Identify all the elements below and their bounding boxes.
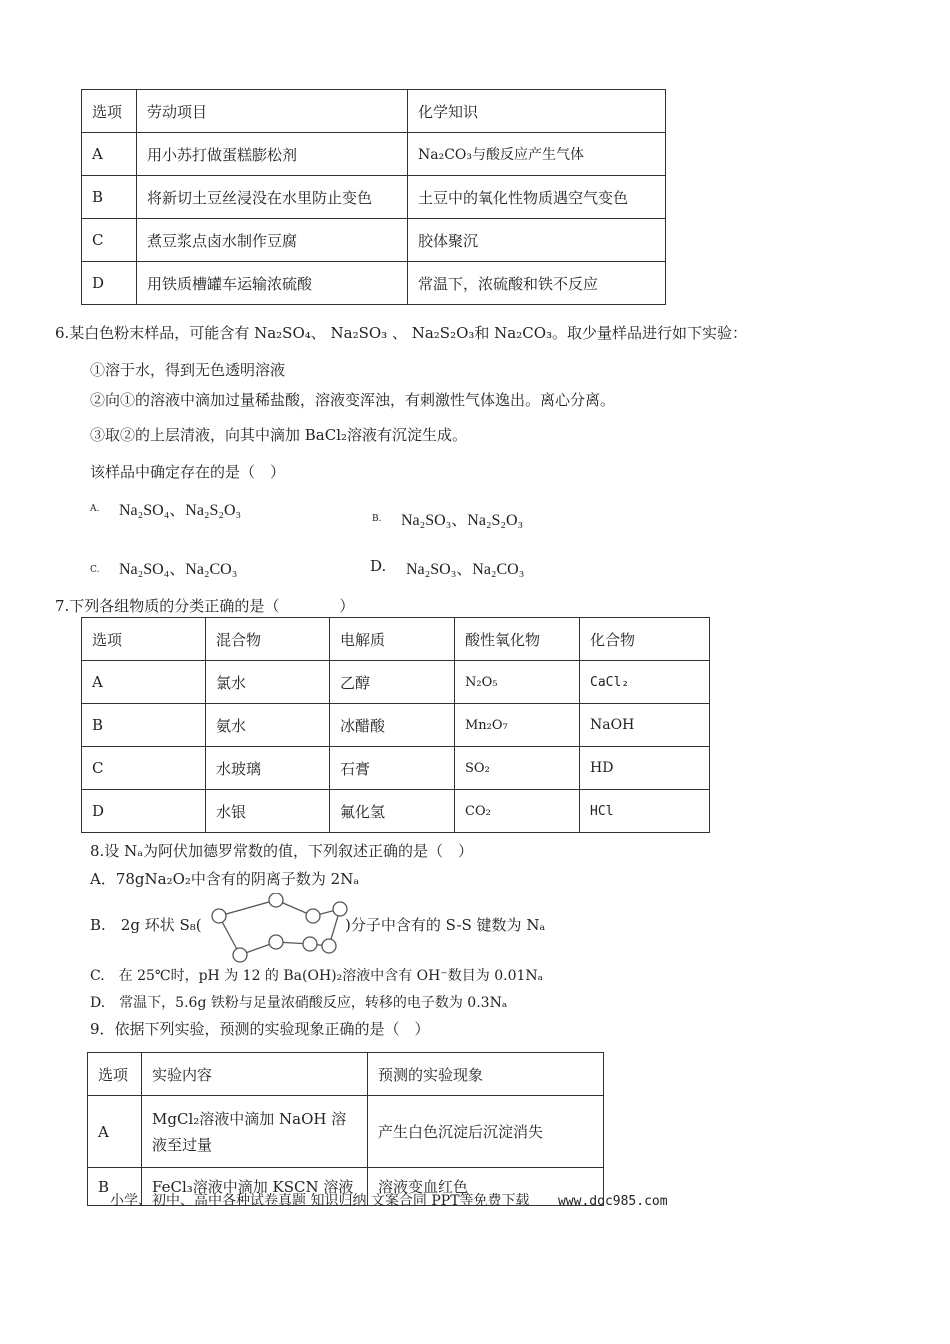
- q5-cell: 用铁质槽罐车运输浓硫酸: [137, 262, 408, 305]
- q7-cell: HCl: [580, 790, 710, 833]
- q7-cell: 氨水: [206, 704, 330, 747]
- q5-cell: 土豆中的氧化性物质遇空气变色: [408, 176, 666, 219]
- q7-cell: SO₂: [455, 747, 580, 790]
- q5-cell: C: [82, 219, 137, 262]
- q6-option-a-label: A.: [90, 504, 100, 514]
- q6-step-1: ①溶于水，得到无色透明溶液: [90, 361, 286, 379]
- q5-cell: 胶体聚沉: [408, 219, 666, 262]
- q9-cell: MgCl₂溶液中滴加 NaOH 溶液至过量: [142, 1096, 368, 1168]
- q9-table: [87, 1052, 604, 1206]
- q7-cell: D: [82, 790, 206, 833]
- footer-url-link[interactable]: www.doc985.com: [557, 1194, 668, 1209]
- q7-cell: 水银: [206, 790, 330, 833]
- q7-cell: 氟化氢: [330, 790, 455, 833]
- q9-cell: 溶液变血红色: [368, 1168, 604, 1206]
- q6-option-d: Na₂SO₃、Na₂CO₃: [406, 561, 525, 578]
- q7-header-option: 选项: [82, 618, 206, 661]
- q7-table: [81, 617, 710, 833]
- q5-cell: 将新切土豆丝浸没在水里防止变色: [137, 176, 408, 219]
- q6-option-b: Na₂SO₃、Na₂S₂O₃: [401, 512, 524, 529]
- q6-question: 该样品中确定存在的是（ ）: [90, 463, 286, 481]
- q7-cell: B: [82, 704, 206, 747]
- q9-header-option: 选项: [88, 1053, 142, 1096]
- q8-option-b-suffix: )分子中含有的 S-S 键数为 Nₐ: [345, 916, 546, 934]
- q7-cell: N₂O₅: [455, 661, 580, 704]
- q7-header-acidic-oxide: 酸性氧化物: [455, 618, 580, 661]
- q5-cell: 常温下，浓硫酸和铁不反应: [408, 262, 666, 305]
- q7-cell: C: [82, 747, 206, 790]
- q6-option-b-label: B.: [372, 514, 382, 524]
- q7-cell: CO₂: [455, 790, 580, 833]
- q8-option-b-prefix: B. 2g 环状 S₈(: [90, 916, 202, 934]
- q6-stem: 6.某白色粉末样品，可能含有 Na₂SO₄、 Na₂SO₃ 、 Na₂S₂O₃和 Na₂CO₃。取少量样品进行如下实验：: [55, 324, 748, 342]
- q6-option-a: Na₂SO₄、Na₂S₂O₃: [119, 502, 242, 519]
- q5-cell: Na₂CO₃与酸反应产生气体: [408, 133, 666, 176]
- q5-cell: A: [82, 133, 137, 176]
- footer-text: 小学、初中、高中各种试卷真题 知识归纳 文案合同 PPT等免费下载: [110, 1193, 530, 1209]
- q5-cell: 煮豆浆点卤水制作豆腐: [137, 219, 408, 262]
- q5-header-knowledge: 化学知识: [408, 90, 666, 133]
- q7-cell: 冰醋酸: [330, 704, 455, 747]
- q7-header-compound: 化合物: [580, 618, 710, 661]
- q8-option-c: C. 在 25℃时，pH 为 12 的 Ba(OH)₂溶液中含有 OH⁻数目为 0.01Nₐ: [90, 968, 544, 984]
- q5-cell: D: [82, 262, 137, 305]
- q6-option-c: Na₂SO₄、Na₂CO₃: [119, 561, 238, 578]
- q7-cell: A: [82, 661, 206, 704]
- page-footer: [110, 1190, 668, 1210]
- q5-header-option: 选项: [82, 90, 137, 133]
- q7-cell: NaOH: [580, 704, 710, 747]
- s8-ring-structure-image: [205, 893, 355, 963]
- q7-stem: 7.下列各组物质的分类正确的是（ ）: [55, 597, 355, 615]
- q5-cell: 用小苏打做蛋糕膨松剂: [137, 133, 408, 176]
- q7-cell: 石膏: [330, 747, 455, 790]
- q5-table: [81, 89, 666, 305]
- q9-cell: 产生白色沉淀后沉淀消失: [368, 1096, 604, 1168]
- q6-step-3: ③取②的上层清液，向其中滴加 BaCl₂溶液有沉淀生成。: [90, 426, 468, 444]
- q8-stem: 8.设 Nₐ为阿伏加德罗常数的值，下列叙述正确的是（ ）: [90, 842, 473, 860]
- q7-cell: CaCl₂: [580, 661, 710, 704]
- q5-cell: B: [82, 176, 137, 219]
- q9-header-phenomenon: 预测的实验现象: [368, 1053, 604, 1096]
- q7-cell: 乙醇: [330, 661, 455, 704]
- q9-cell: A: [88, 1096, 142, 1168]
- q9-stem: 9．依据下列实验，预测的实验现象正确的是（ ）: [90, 1020, 430, 1038]
- q7-cell: 水玻璃: [206, 747, 330, 790]
- q7-header-electrolyte: 电解质: [330, 618, 455, 661]
- q6-option-c-label: C.: [90, 565, 100, 575]
- q6-step-2: ②向①的溶液中滴加过量稀盐酸，溶液变浑浊，有刺激性气体逸出。离心分离。: [90, 391, 616, 409]
- q6-option-d-label: D.: [370, 557, 387, 575]
- q7-cell: Mn₂O₇: [455, 704, 580, 747]
- q5-header-item: 劳动项目: [137, 90, 408, 133]
- q9-header-content: 实验内容: [142, 1053, 368, 1096]
- q8-option-d: D. 常温下，5.6g 铁粉与足量浓硝酸反应，转移的电子数为 0.3Nₐ: [90, 995, 508, 1011]
- q7-cell: 氯水: [206, 661, 330, 704]
- q7-header-mixture: 混合物: [206, 618, 330, 661]
- q9-cell: B: [88, 1168, 142, 1206]
- q9-cell: FeCl₃溶液中滴加 KSCN 溶液: [142, 1168, 368, 1206]
- q8-option-a: A．78gNa₂O₂中含有的阴离子数为 2Nₐ: [90, 870, 360, 888]
- q7-cell: HD: [580, 747, 710, 790]
